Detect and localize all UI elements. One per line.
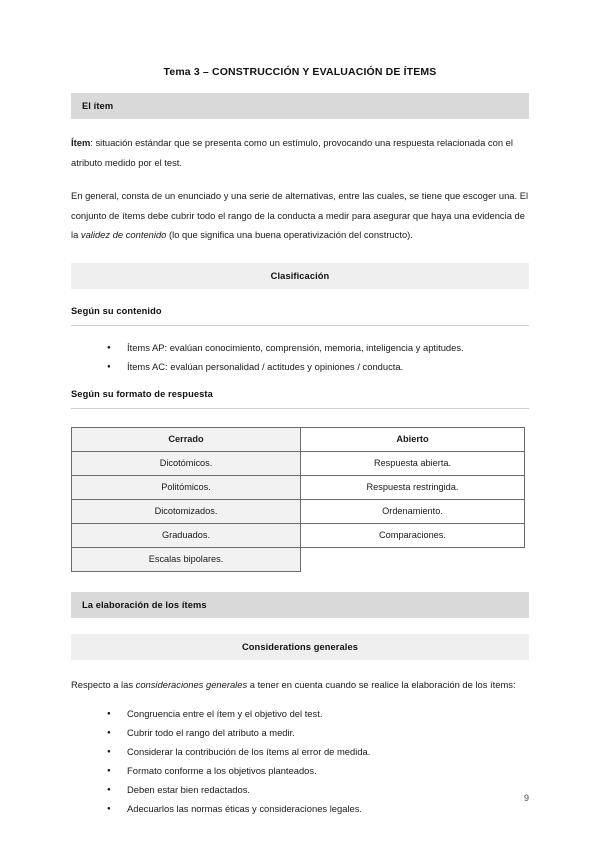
table-cell: Dicotomizados.: [72, 499, 301, 523]
table-row: [72, 499, 525, 523]
table-cell: Graduados.: [72, 523, 301, 547]
paragraph-consideraciones-intro: [71, 675, 529, 695]
subheading-segun-formato: Según su formato de respuesta: [71, 388, 213, 399]
table-cell: Ordenamiento.: [301, 499, 525, 523]
list-item: ● Formato conforme a los objetivos planteados.: [107, 761, 529, 780]
paragraph-general-part1: En general, consta de un enunciado y una serie de alternativas, entre las cuales, se tiene que escoger una. El conjunto de ítems debe cubrir todo el rango de la conducta a medir para asegurar que haya una evidencia de la: [71, 190, 529, 240]
table-header-abierto: Abierto: [301, 427, 525, 451]
paragraph-general-italic: validez de contenido: [80, 229, 167, 240]
table-row: [72, 523, 525, 547]
intro-italic: consideraciones generales: [135, 678, 248, 690]
subsection-header-clasificacion: Clasificación: [71, 263, 529, 289]
table-row: [72, 475, 525, 499]
list-item: ● Congruencia entre el ítem y el objetivo del test.: [107, 704, 529, 723]
table-cell: Politómicos.: [72, 475, 301, 499]
table-cell: Respuesta restringida.: [301, 475, 525, 499]
paragraph-item-definition: [71, 133, 529, 172]
list-item: ● Cubrir todo el rango del atributo a medir.: [107, 723, 529, 742]
table-header-row: [72, 427, 525, 451]
bullet-list-contenido: [71, 338, 529, 376]
intro-part2: a tener en cuenta cuando se realice la elaboración de los ítems:: [247, 678, 516, 690]
intro-part1: Respecto a las: [71, 678, 136, 690]
table-formato-respuesta: [71, 427, 525, 572]
list-item: ● Adecuarlos las normas éticas y consideraciones legales.: [107, 799, 529, 818]
table-row: [72, 547, 525, 571]
section-header-el-item: El ítem: [71, 93, 529, 119]
table-header-cerrado: Cerrado: [72, 427, 301, 451]
list-item: ● Ítems AC: evalúan personalidad / actitudes y opiniones / conducta.: [107, 357, 529, 376]
paragraph-item-general: [71, 186, 529, 245]
paragraph-item-definition-text: : situación estándar que se presenta como un estímulo, provocando una respuesta relacionada con el atributo medido por el test.: [71, 137, 513, 168]
table-cell: Dicotómicos.: [72, 451, 301, 475]
table-cell: Escalas bipolares.: [72, 547, 301, 571]
list-item: ● Considerar la contribución de los ítems al error de medida.: [107, 742, 529, 761]
section-header-elaboracion: La elaboración de los ítems: [71, 592, 529, 618]
table-cell-empty: [301, 547, 525, 571]
list-item: ● Ítems AP: evalúan conocimiento, comprensión, memoria, inteligencia y aptitudes.: [107, 338, 529, 357]
paragraph-lead-term: Ítem: [71, 137, 91, 148]
subsection-header-consideraciones: Considerations generales: [71, 634, 529, 660]
table-row: [72, 451, 525, 475]
table-cell: Respuesta abierta.: [301, 451, 525, 475]
subheading-segun-contenido: Según su contenido: [71, 305, 162, 316]
bullet-list-consideraciones: [71, 704, 529, 818]
page-number: 9: [523, 793, 529, 803]
list-item: ● Deben estar bien redactados.: [107, 780, 529, 799]
table-cell: Comparaciones.: [301, 523, 525, 547]
page-title: Tema 3 – CONSTRUCCIÓN Y EVALUACIÓN DE ÍTEMS: [163, 66, 437, 78]
paragraph-general-part2: (lo que significa una buena operativización del constructo).: [166, 229, 413, 240]
